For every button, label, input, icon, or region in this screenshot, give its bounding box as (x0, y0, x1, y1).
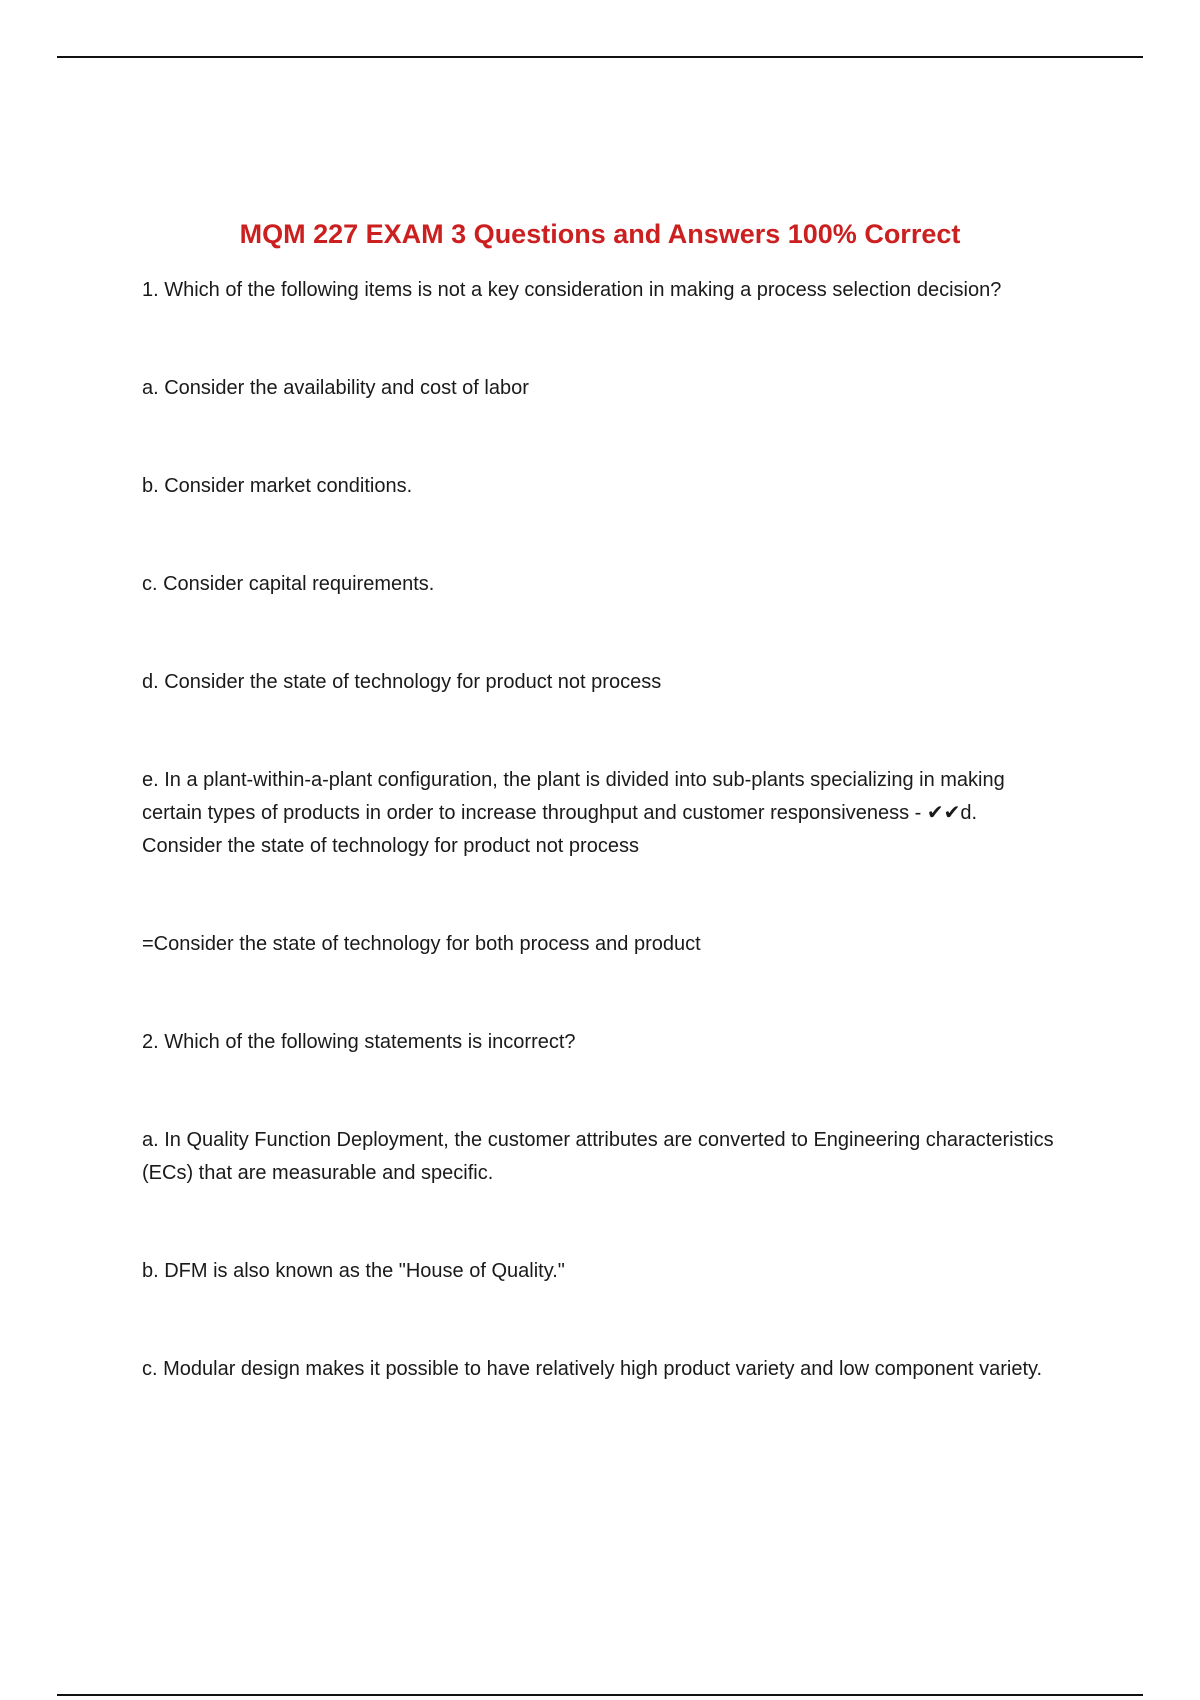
question-1-option-b: b. Consider market conditions. (142, 475, 413, 497)
answer-explanation: =Consider the state of technology for both process and product (142, 933, 701, 955)
answer-text: d. Consider the state of technology for product not process (142, 802, 978, 857)
question-2-option-b: b. DFM is also known as the "House of Quality." (142, 1260, 565, 1282)
question-2-option-a: a. In Quality Function Deployment, the customer attributes are converted to Engineering characteristics (ECs) that are measurable and specific. (142, 1129, 1054, 1184)
question-1-option-d: d. Consider the state of technology for product not process (142, 671, 662, 693)
double-check-mark-icon: ✔✔ (926, 802, 961, 824)
question-1-option-c: c. Consider capital requirements. (142, 573, 435, 595)
document-title: MQM 227 EXAM 3 Questions and Answers 100% Correct (239, 219, 961, 249)
top-horizontal-rule (57, 56, 1143, 58)
question-1-prompt: 1. Which of the following items is not a key consideration in making a process selection decision? (142, 279, 1002, 301)
question-2-prompt: 2. Which of the following statements is incorrect? (142, 1031, 576, 1053)
option-e-text: e. In a plant-within-a-plant configuration, the plant is divided into sub-plants specializing in making certain types of products in order to increase throughput and customer responsiveness - (142, 769, 1005, 824)
question-1-option-a: a. Consider the availability and cost of labor (142, 377, 529, 399)
document-body (142, 274, 1062, 1451)
bottom-horizontal-rule (57, 1694, 1143, 1696)
question-2-option-c: c. Modular design makes it possible to have relatively high product variety and low component variety. (142, 1358, 1043, 1380)
question-1-option-e-with-answer (142, 764, 1062, 863)
